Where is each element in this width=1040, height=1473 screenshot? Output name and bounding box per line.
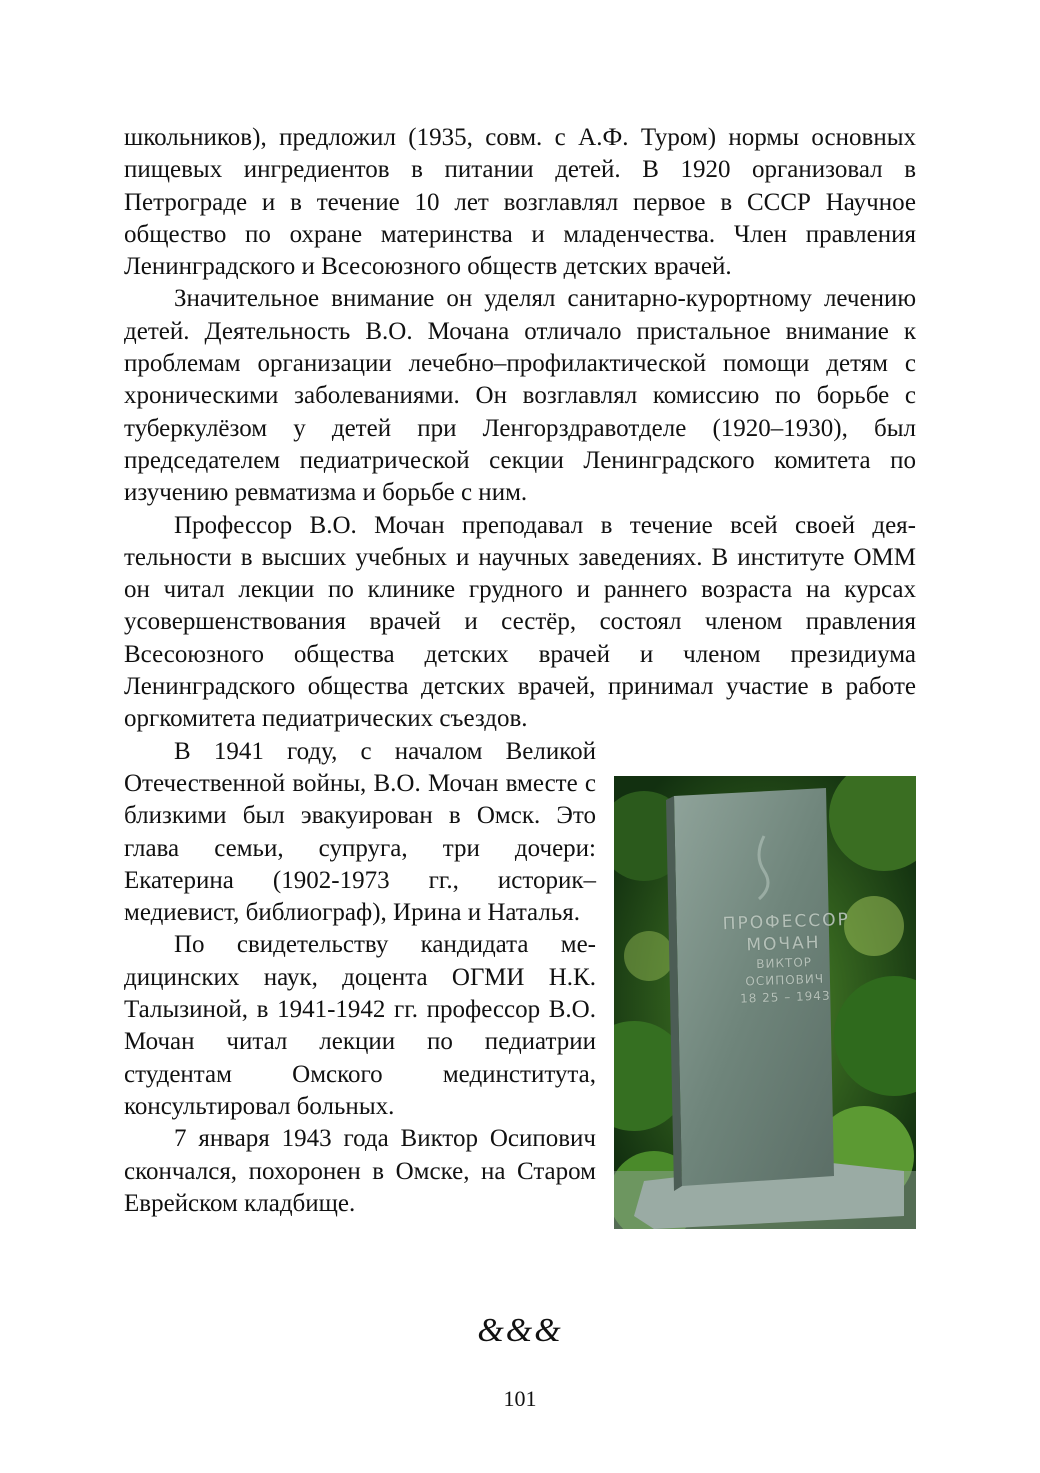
inscription-line: 18 25 – 1943 [739,988,831,1006]
gravestone-photo [614,776,916,1229]
inscription-line: ПРОФЕССОР [722,909,851,934]
paragraph-1: школьников), предложил (1935, совм. с А.Ф. Туром) нормы основных пищевых ингредиентов в питании детей. В 1920 организовал в Петрограде и в течение 10 лет возглавлял первое в СССР Научное общество по охране материнства и младенчества. Член правления Ленинградского и Всесоюзного обществ детских врачей. [124,124,916,281]
page-text [124,122,916,1239]
inscription-line: ВИКТОР [756,954,813,971]
gravestone-inscription [672,909,851,1010]
paragraph-4 [124,736,916,1006]
page-number: 101 [503,1386,537,1411]
paragraph-6: 7 января 1943 года Виктор Осипович скончался, похоронен в Омске, на Старом Еврейском кладбище. [124,1125,596,1217]
section-ornament: &&& [477,1312,563,1349]
paragraph-5: По свидетельству кандидата медицинских наук, доцента ОГМИ Н.К. Талызиной, в 1941-1942 гг. профессор В.О. Мочан читал лекции по педиатрии студентам Омского мединститута, консультировал больных. [124,931,596,1120]
paragraph-2: Значительное внимание он уделял санитарно-курортному лечению детей. Деятельность В.О. Мочана отличало пристальное внимание к проблемам организации лечебно–профилактической помощи детям с хроническими заболеваниями. Он возглавлял комиссию по борьбе с туберкулёзом у детей при Ленгорздравотделе (1920–1930), был председателем педиатрической секции Ленинградского комитета по изучению ревматизма и борьбе с ним. [124,285,916,507]
paragraph-4-text: В 1941 году, с началом Великой Отечественной войны, В.О. Мочан вместе с близкими был эвакуирован в Омск. Это глава семьи, супруга, три дочери: Екатерина (1902-1973 гг., историк–медиевист, библиограф), Ирина и Наталья. [124,737,596,927]
inscription-line: МОЧАН [746,932,821,956]
paragraph-3: Профессор В.О. Мочан преподавал в течение всей своей деятельности в высших учебных и научных заведениях. В институте ОММ он читал лекции по клинике грудного и раннего возраста на курсах усовершенствования врачей и сестёр, состоял членом правления Всесоюзного общества детских врачей и членом президиума Ленинградского общества детских врачей, принимал участие в работе оргкомитета педиатрических съездов. [124,511,916,733]
inscription-line: ОСИПОВИЧ [745,971,825,989]
